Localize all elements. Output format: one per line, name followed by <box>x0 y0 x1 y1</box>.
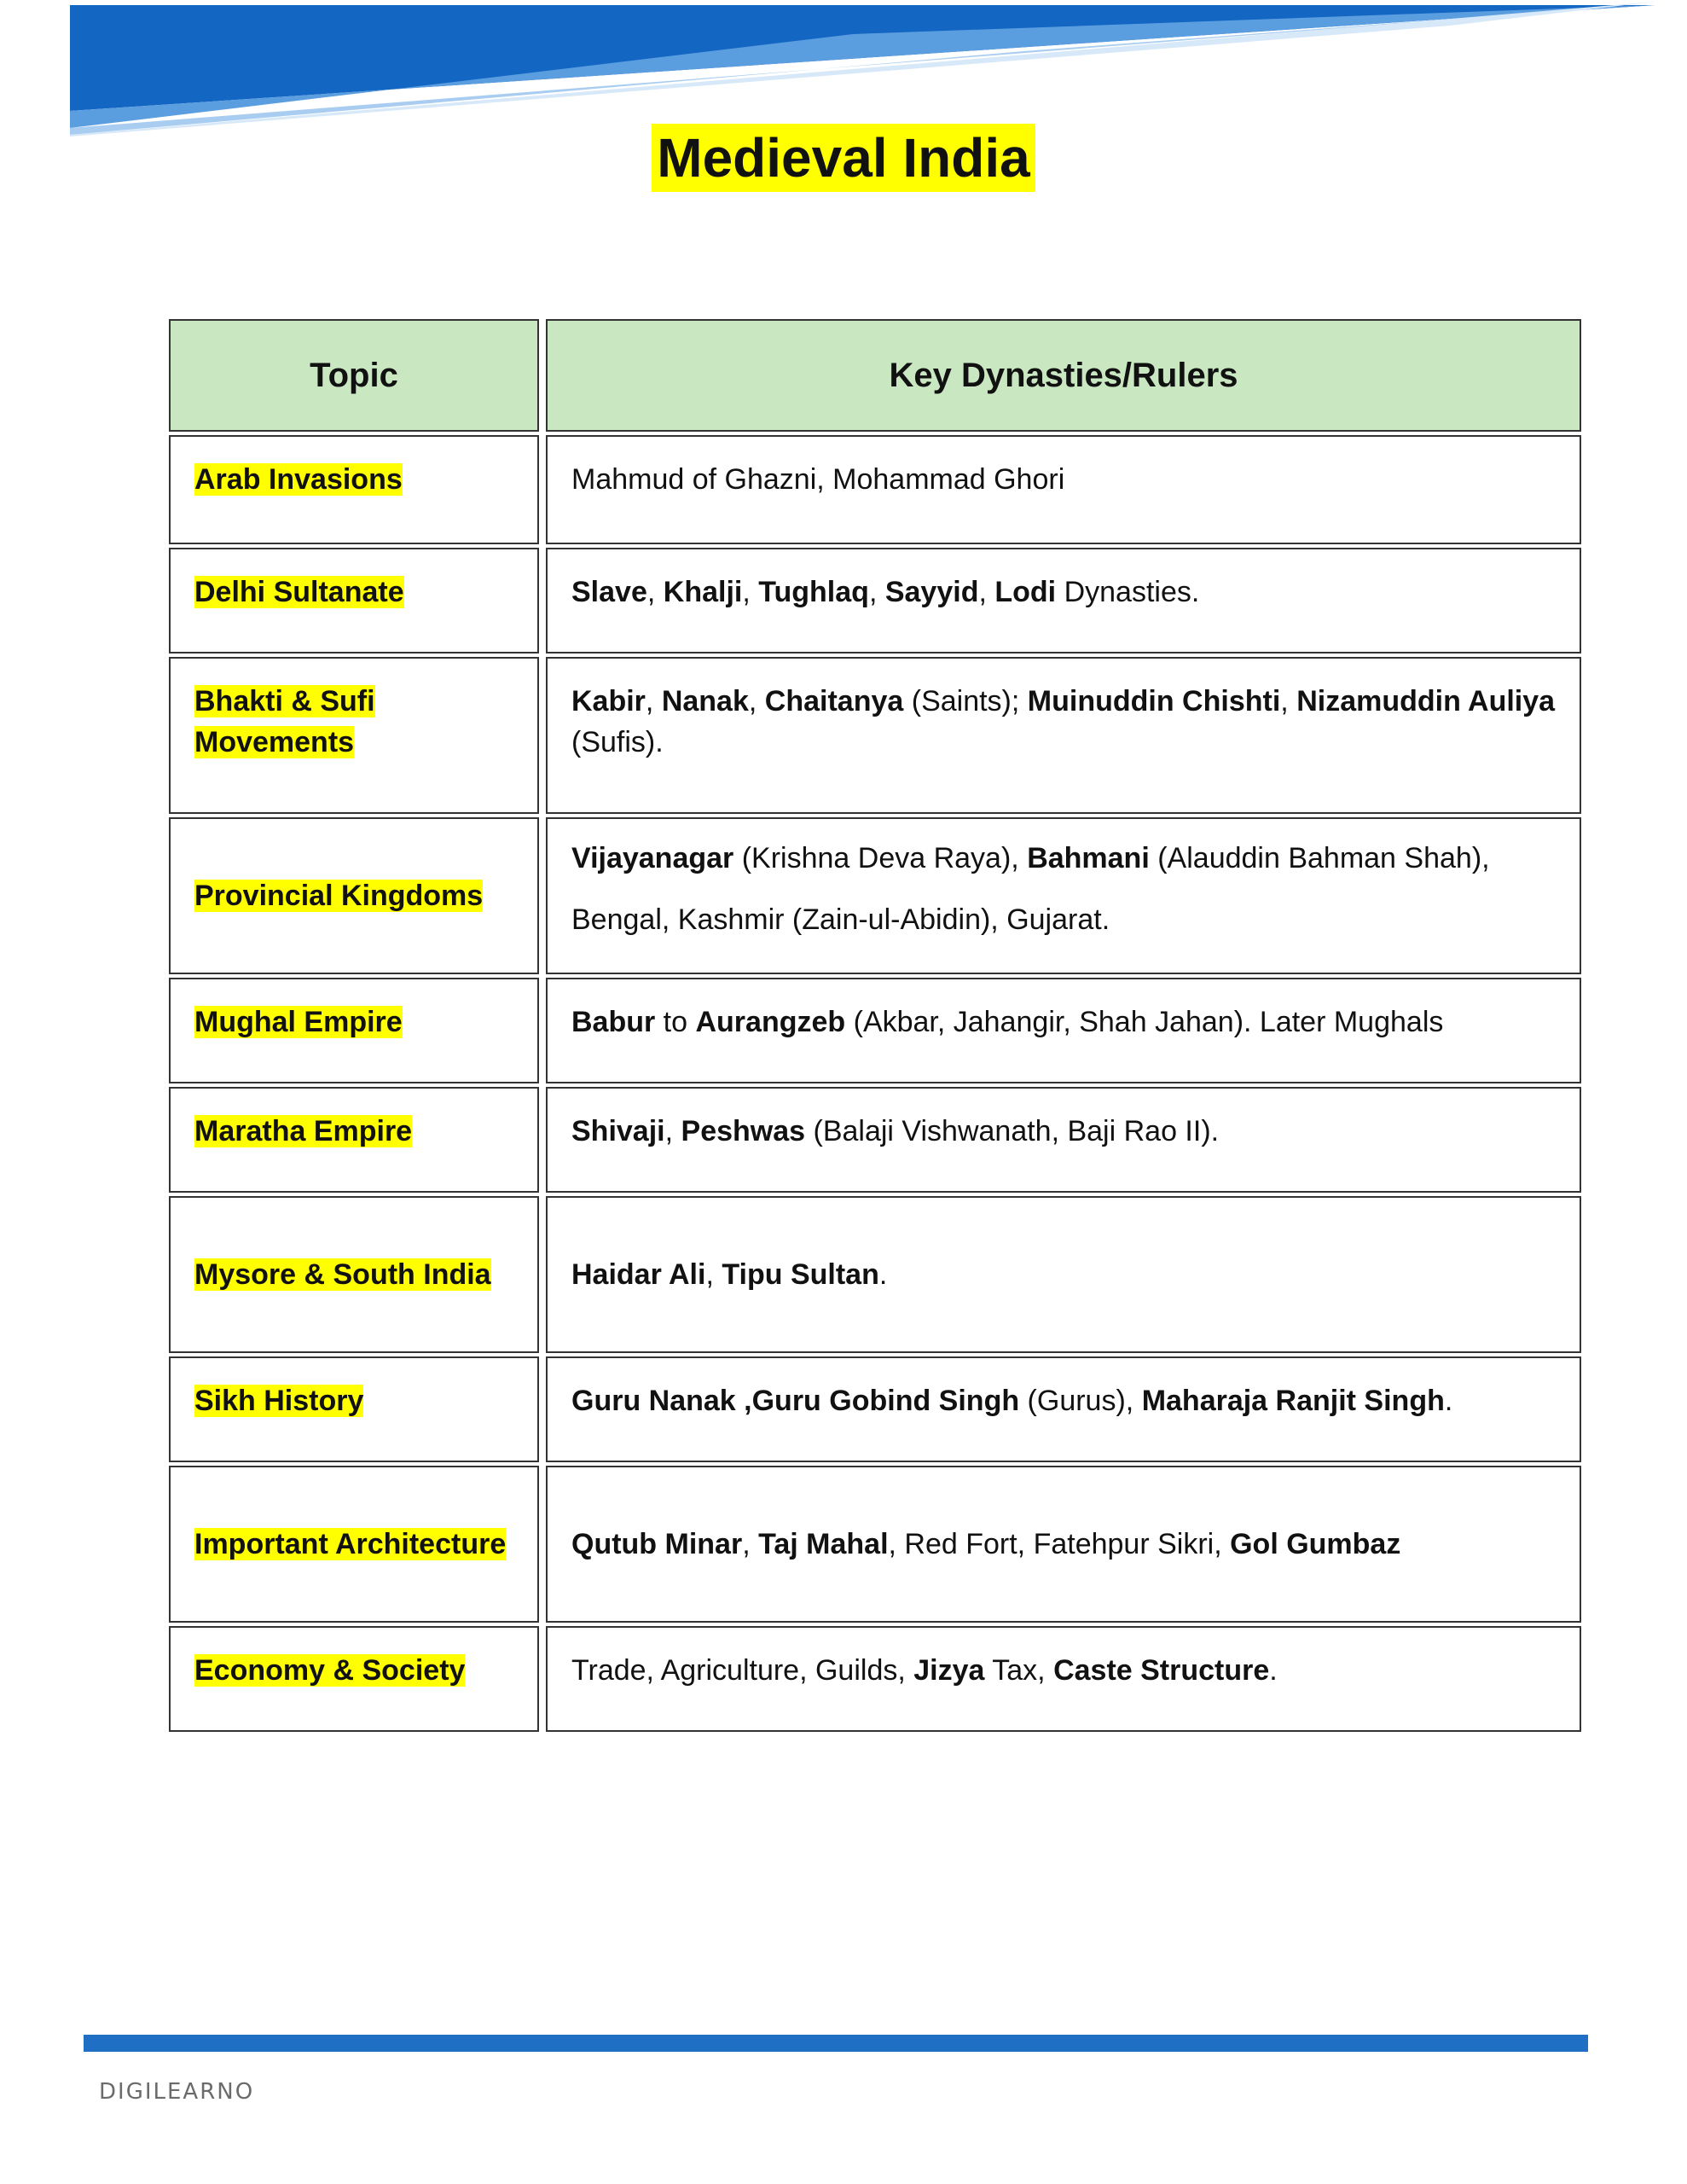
table-row <box>169 978 1581 1083</box>
table-row <box>169 1626 1581 1732</box>
rulers-cell: Qutub Minar, Taj Mahal, Red Fort, Fatehpur Sikri, Gol Gumbaz <box>546 1466 1581 1623</box>
table-header-row <box>169 319 1581 432</box>
rulers-cell: Slave, Khalji, Tughlaq, Sayyid, Lodi Dynasties. <box>546 548 1581 653</box>
header-topic: Topic <box>169 319 539 432</box>
table-row <box>169 1196 1581 1353</box>
header-rulers: Key Dynasties/Rulers <box>546 319 1581 432</box>
rulers-line: Bengal, Kashmir (Zain-ul-Abidin), Gujarat. <box>571 903 1110 936</box>
table-row <box>169 1356 1581 1462</box>
table-row <box>169 435 1581 544</box>
table-row <box>169 657 1581 814</box>
table-row <box>169 817 1581 974</box>
rulers-cell: Haidar Ali, Tipu Sultan. <box>546 1196 1581 1353</box>
topic-label: Maratha Empire <box>194 1115 413 1147</box>
topic-label: Mysore & South India <box>194 1258 491 1291</box>
topic-label: Arab Invasions <box>194 463 403 496</box>
footer-brand: DIGILEARNO <box>99 2079 255 2105</box>
topics-table <box>169 316 1574 1735</box>
table-row <box>169 548 1581 653</box>
rulers-cell: Kabir, Nanak, Chaitanya (Saints); Muinuddin Chishti, Nizamuddin Auliya (Sufis). <box>546 657 1581 814</box>
rulers-cell: Trade, Agriculture, Guilds, Jizya Tax, Caste Structure. <box>546 1626 1581 1732</box>
topic-label: Important Architecture <box>194 1528 507 1560</box>
topic-label: Delhi Sultanate <box>194 576 404 608</box>
rulers-cell: Shivaji, Peshwas (Balaji Vishwanath, Baji Rao II). <box>546 1087 1581 1193</box>
topic-label: Provincial Kingdoms <box>194 880 484 912</box>
rulers-cell <box>546 817 1581 974</box>
rulers-cell: Babur to Aurangzeb (Akbar, Jahangir, Shah Jahan). Later Mughals <box>546 978 1581 1083</box>
topic-label: Bhakti & Sufi Movements <box>194 685 375 758</box>
rulers-line: Vijayanagar (Krishna Deva Raya), Bahmani (Alauddin Bahman Shah), <box>571 842 1490 874</box>
topic-label: Economy & Society <box>194 1654 466 1687</box>
footer-bar <box>84 2035 1588 2052</box>
rulers-cell: Mahmud of Ghazni, Mohammad Ghori <box>546 435 1581 544</box>
topic-label: Mughal Empire <box>194 1006 403 1038</box>
table-row <box>169 1087 1581 1193</box>
topic-label: Sikh History <box>194 1385 364 1417</box>
table-row <box>169 1466 1581 1623</box>
page-title: Medieval India <box>652 124 1035 192</box>
rulers-cell: Guru Nanak ,Guru Gobind Singh (Gurus), Maharaja Ranjit Singh. <box>546 1356 1581 1462</box>
